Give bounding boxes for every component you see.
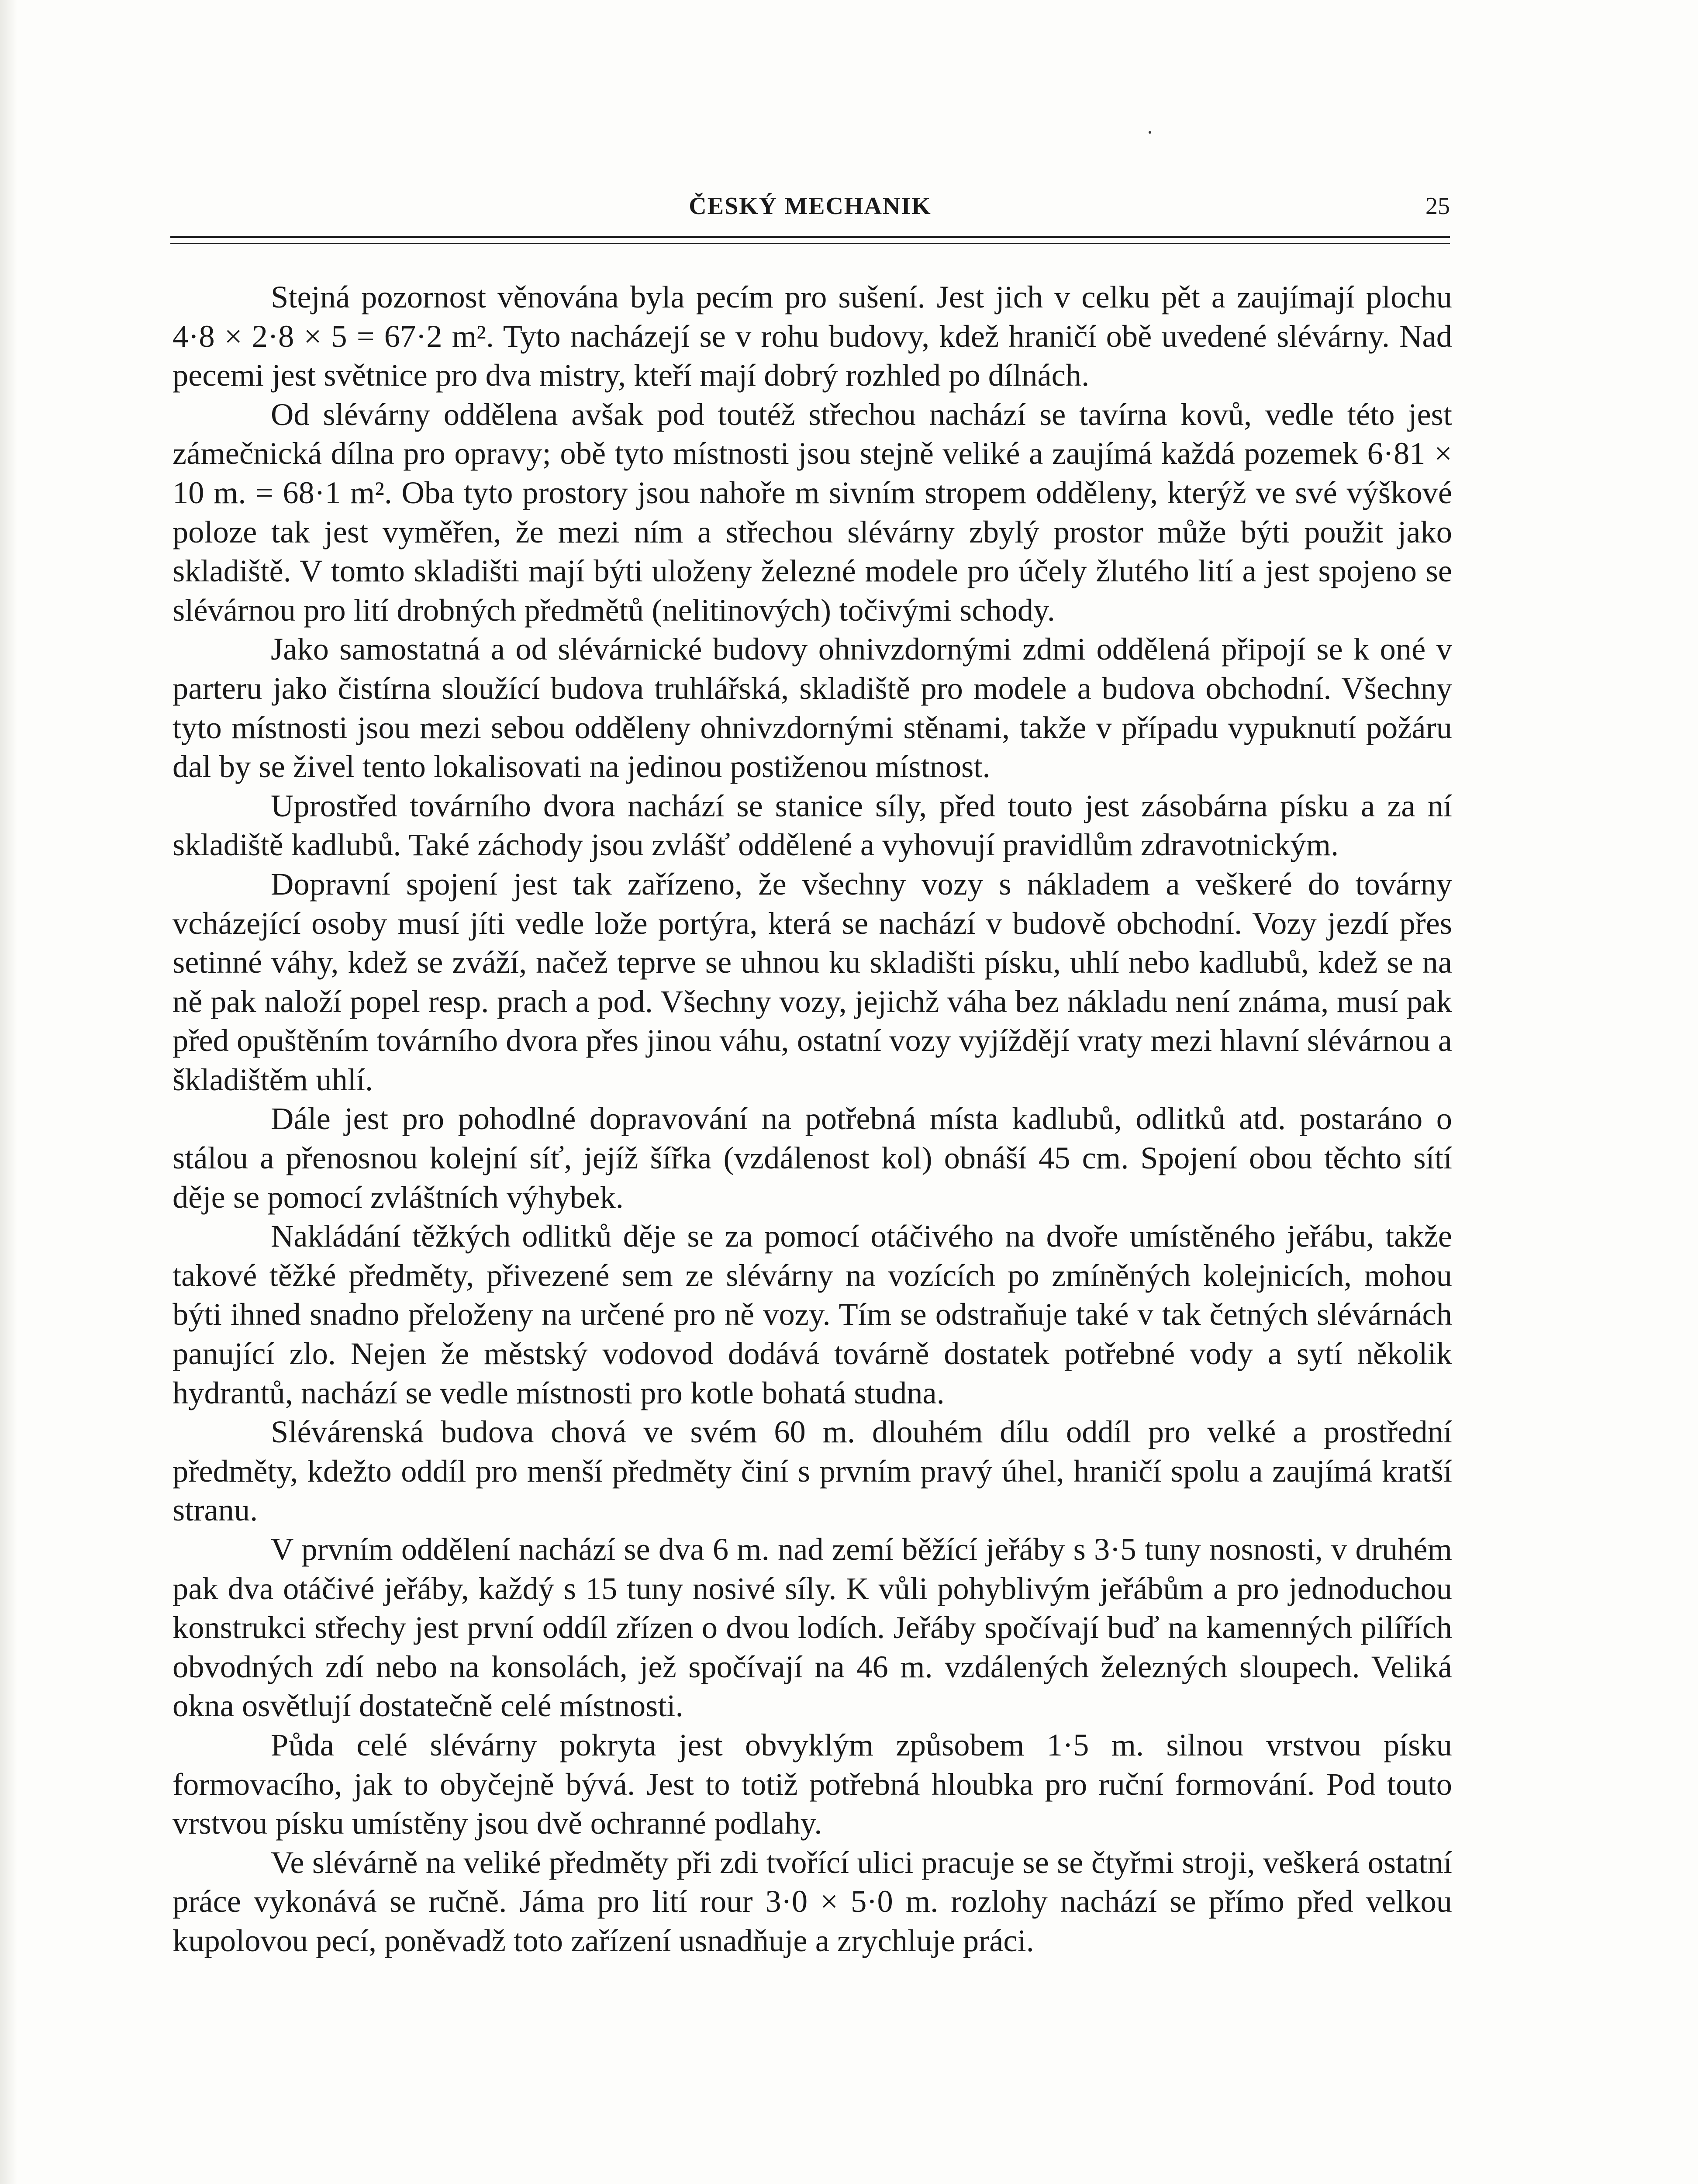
page-number: 25 xyxy=(1425,193,1450,220)
paragraph: V prvním oddělení nachází se dva 6 m. nad zemí běžící jeřáby s 3·5 tuny nosnosti, v druhém pak dva otáčivé jeřáby, každý s 15 tuny nosivé síly. K vůli pohyblivým jeřábům a pro jednoduchou konstrukci střechy jest první oddíl zřízen o dvou lodích. Jeřáby spočívají buď na kamenných pilířích obvodných zdí nebo na konsolách, jež spočívají na 46 m. vzdálených železných sloupech. Veliká okna osvětlují dostatečně celé místnosti. xyxy=(173,1531,1452,1724)
page-edge-shadow xyxy=(0,0,17,2184)
paragraph: Od slévárny oddělena avšak pod toutéž střechou nachází se tavírna kovů, vedle této jest zámečnická dílna pro opravy; obě tyto místnosti jsou stejně veliké a zaujímá každá pozemek 6·81 × 10 m. = 68·1 m². Oba tyto prostory jsou nahoře m sivním stropem odděleny, kterýž ve své výškové poloze tak jest vyměřen, že mezi ním a střechou slévárny zbylý prostor může býti použit jako skladiště. V tomto skladišti mají býti uloženy železné modele pro účely žlutého lití a jest spojeno se slévárnou pro lití drobných předmětů (nelitinových) točivými schody. xyxy=(173,396,1452,628)
paragraph: Uprostřed továrního dvora nachází se stanice síly, před touto jest zásobárna písku a za ní skladiště kadlubů. Také záchody jsou zvlášť oddělené a vyhovují pravidlům zdravotnickým. xyxy=(173,788,1452,863)
paragraph: Dopravní spojení jest tak zařízeno, že všechny vozy s nákladem a veškeré do továrny vcházející osoby musí jíti vedle lože portýra, která se nachází v budově obchodní. Vozy jezdí přes setinné váhy, kdež se zváží, načež teprve se uhnou ku skladišti písku, uhlí nebo kadlubů, kdež se na ně pak naloží popel resp. prach a pod. Všechny vozy, jejichž váha bez nákladu není známa, musí pak před opuštěním továrního dvora přes jinou váhu, ostatní vozy vyjíždějí vraty mezi hlavní slévárnou a škladištěm uhlí. xyxy=(173,866,1452,1097)
article-body xyxy=(173,277,1452,1960)
print-speck xyxy=(1149,131,1151,134)
paragraph: Půda celé slévárny pokryta jest obvyklým způsobem 1·5 m. silnou vrstvou písku formovacího, jak to obyčejně bývá. Jest to totiž potřebná hloubka pro ruční formování. Pod touto vrstvou písku umístěny jsou dvě ochranné podlahy. xyxy=(173,1727,1452,1841)
header-rule-thick xyxy=(170,236,1450,238)
header-rule-thin xyxy=(170,243,1450,244)
paragraph: Slévárenská budova chová ve svém 60 m. dlouhém dílu oddíl pro velké a prostřední předměty, kdežto oddíl pro menší předměty činí s prvním pravý úhel, hraničí spolu a zaujímá kratší stranu. xyxy=(173,1414,1452,1528)
paragraph: Jako samostatná a od slévárnické budovy ohnivzdornými zdmi oddělená připojí se k oné v parteru jako čistírna sloužící budova truhlářská, skladiště pro modele a budova obchodní. Všechny tyto místnosti jsou mezi sebou odděleny ohnivzdornými stěnami, takže v případu vypuknutí požáru dal by se živel tento lokalisovati na jedinou postiženou místnost. xyxy=(173,631,1452,784)
running-header xyxy=(170,192,1450,223)
paragraph: Stejná pozornost věnována byla pecím pro sušení. Jest jich v celku pět a zaujímají plochu 4·8 × 2·8 × 5 = 67·2 m². Tyto nacházejí se v rohu budovy, kdež hraničí obě uvedené slévárny. Nad pecemi jest světnice pro dva mistry, kteří mají dobrý rozhled po dílnách. xyxy=(173,279,1452,393)
paragraph: Ve slévárně na veliké předměty při zdi tvořící ulici pracuje se se čtyřmi stroji, veškerá ostatní práce vykonává se ručně. Jáma pro lití rour 3·0 × 5·0 m. rozlohy nachází se přímo před velkou kupolovou pecí, poněvadž toto zařízení usnadňuje a zrychluje práci. xyxy=(173,1844,1452,1958)
paragraph: Dále jest pro pohodlné dopravování na potřebná místa kadlubů, odlitků atd. postaráno o stálou a přenosnou kolejní síť, jejíž šířka (vzdálenost kol) obnáší 45 cm. Spojení obou těchto sítí děje se pomocí zvláštních výhybek. xyxy=(173,1101,1452,1215)
running-title: ČESKÝ MECHANIK xyxy=(689,193,932,220)
paragraph: Nakládání těžkých odlitků děje se za pomocí otáčivého na dvoře umístěného jeřábu, takže takové těžké předměty, přivezené sem ze slévárny na vozících po zmíněných kolejnicích, mohou býti ihned snadno přeloženy na určené pro ně vozy. Tím se odstraňuje také v tak četných slévárnách panující zlo. Nejen že městský vodovod dodává továrně dostatek potřebné vody a sytí několik hydrantů, nachází se vedle místnosti pro kotle bohatá studna. xyxy=(173,1218,1452,1410)
